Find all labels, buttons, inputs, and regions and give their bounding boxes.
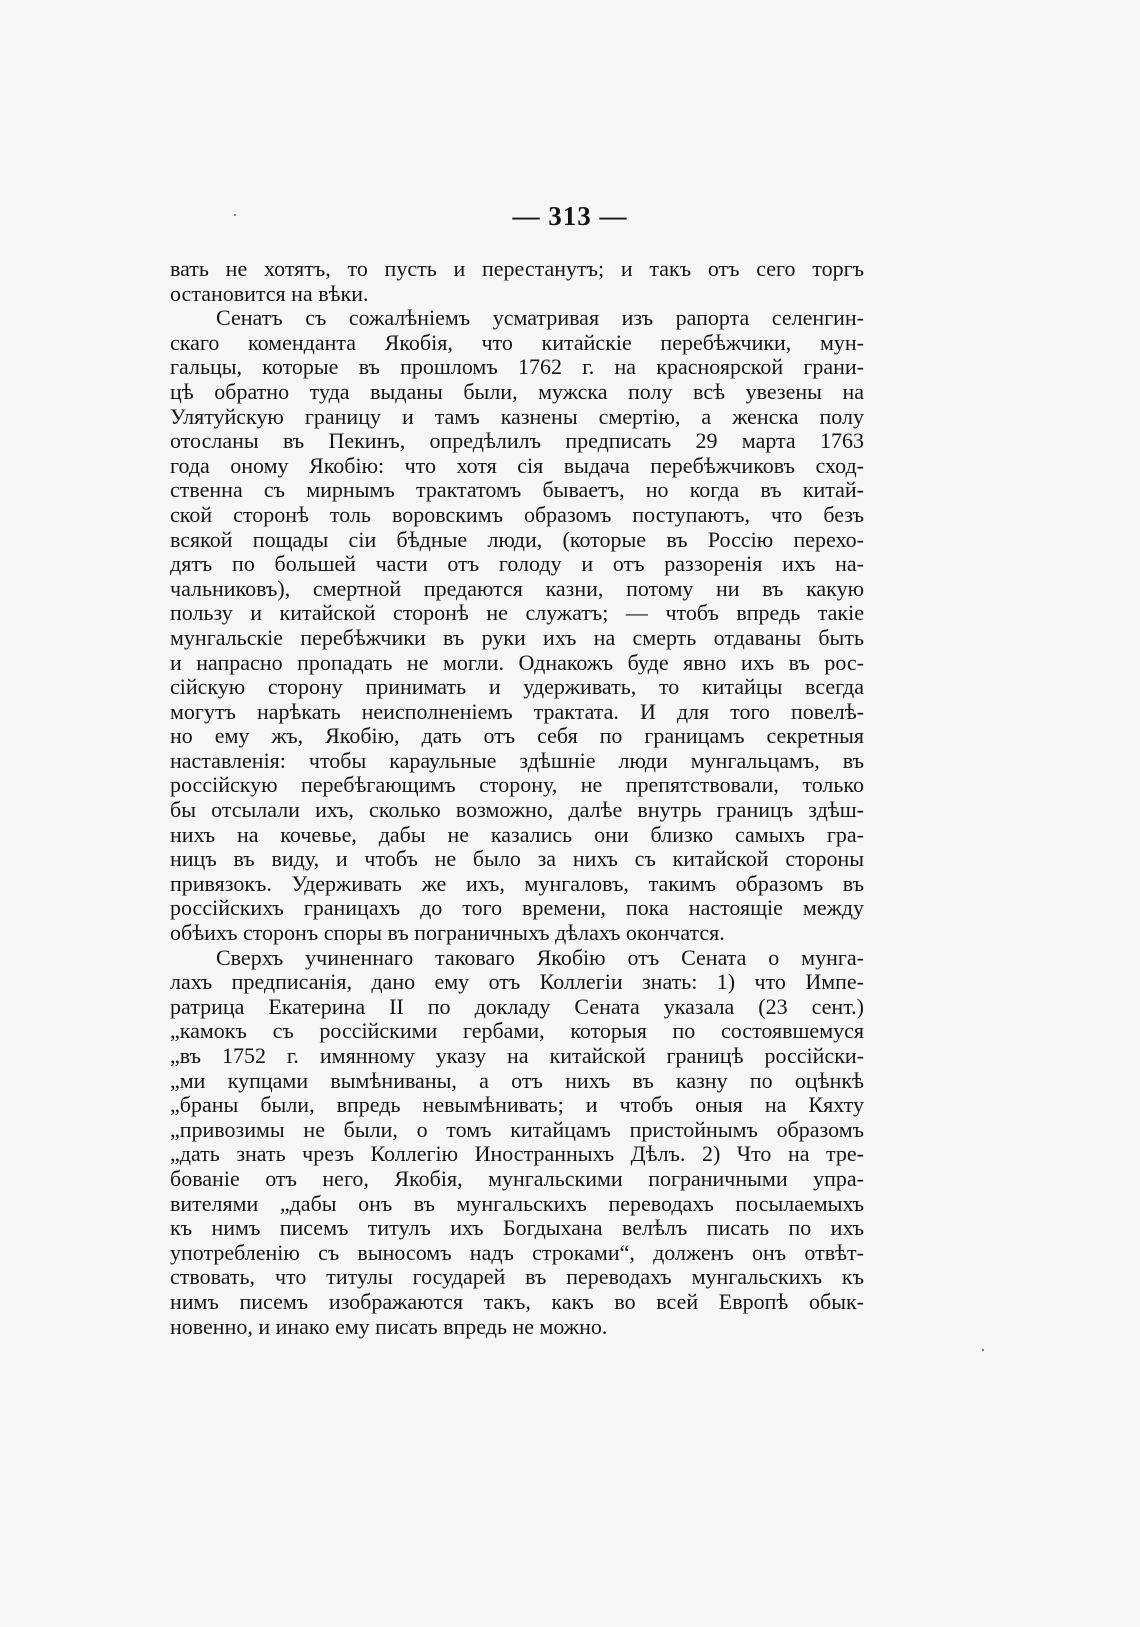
page-number: — 313 — — [512, 201, 628, 231]
text-line: ратрица Екатерина II по докладу Сената указала (23 сент.) — [170, 993, 864, 1019]
text-line: мунгальскіе перебѣжчики въ руки ихъ на смерть отдаваны быть — [170, 624, 864, 650]
text-line: отосланы въ Пекинъ, опредѣлилъ предписать 29 марта 1763 — [170, 428, 864, 454]
text-line: ствовать, что титулы государей въ переводахъ мунгальскихъ къ — [170, 1264, 864, 1290]
text-line: наставленія: чтобы караульные здѣшніе люди мунгальцамъ, въ — [170, 747, 864, 773]
text-line: ственна съ мирнымъ трактатомъ бываетъ, но когда въ китай- — [170, 477, 864, 503]
text-line: „камокъ съ россійскими гербами, которыя по состоявшемуся — [170, 1018, 864, 1044]
text-line: „браны были, впредь невымѣнивать; и чтобъ оныя на Кяхту — [170, 1092, 864, 1118]
text-line: бы отсылали ихъ, сколько возможно, далѣе внутрь границъ здѣш- — [170, 797, 864, 823]
text-line: пользу и китайской сторонѣ не служатъ; — чтобъ впредь такіе — [170, 600, 864, 626]
text-line: привязокъ. Удерживать же ихъ, мунгаловъ, такимъ образомъ въ — [170, 870, 864, 896]
text-line: года оному Якобію: что хотя сія выдача перебѣжчиковъ сход- — [170, 452, 864, 478]
text-line: Сенатъ съ сожалѣніемъ усматривая изъ рапорта селенгин- — [216, 305, 864, 331]
text-line: „ми купцами вымѣниваны, а отъ нихъ въ казну по оцѣнкѣ — [170, 1067, 864, 1093]
text-line: дятъ по большей части отъ голоду и отъ раззоренія ихъ на- — [170, 551, 864, 577]
text-line: „дать знать чрезъ Коллегію Иностранныхъ Дѣлъ. 2) Что на тре- — [170, 1141, 864, 1167]
text-line: бованіе отъ него, Якобія, мунгальскими пограничными упра- — [170, 1165, 864, 1191]
text-line: чальниковъ), смертной предаются казни, потому ни въ какую — [170, 575, 864, 601]
text-line: вителями „дабы онъ въ мунгальскихъ переводахъ посылаемыхъ — [170, 1190, 864, 1216]
body-text — [170, 257, 864, 1339]
text-line: гальцы, которые въ прошломъ 1762 г. на красноярской грани- — [170, 354, 864, 380]
text-line: скаго коменданта Якобія, что китайскіе перебѣжчики, мун- — [170, 329, 864, 355]
text-line: лахъ предписанія, дано ему отъ Коллегіи знать: 1) что Импе- — [170, 969, 864, 995]
text-line: къ нимъ писемъ титулъ ихъ Богдыхана велѣлъ писать по ихъ — [170, 1215, 864, 1241]
text-line: но ему жъ, Якобію, дать отъ себя по границамъ секретныя — [170, 723, 864, 749]
text-line: „въ 1752 г. имянному указу на китайской границѣ россійски- — [170, 1043, 864, 1068]
speck-mark — [234, 214, 236, 216]
text-line: ницъ въ виду, и чтобъ не было за нихъ съ китайской стороны — [170, 846, 864, 872]
text-line: Улятуйскую границу и тамъ казнены смертію, а женска полу — [170, 403, 864, 429]
text-line: новенно, и инако ему писать впредь не можно. — [170, 1313, 608, 1339]
text-line: россійскихъ границахъ до того времени, пока настоящіе между — [170, 895, 864, 921]
text-line: употребленію съ выносомъ надъ строками“, долженъ онъ отвѣт- — [170, 1239, 864, 1265]
text-line: могутъ нарѣкать неисполненіемъ трактата. И для того повелѣ- — [170, 698, 864, 724]
text-line: обѣихъ сторонъ споры въ пограничныхъ дѣлахъ окончатся. — [170, 920, 725, 946]
text-line: россійскую перебѣгающимъ сторону, не препятствовали, только — [170, 772, 864, 798]
text-line: и напрасно пропадать не могли. Однакожъ буде явно ихъ въ рос- — [170, 649, 864, 675]
text-line: ской сторонѣ толь воровскимъ образомъ поступаютъ, что безъ — [170, 501, 864, 527]
text-line: нимъ писемъ изображаются такъ, какъ во всей Европѣ обык- — [170, 1288, 864, 1314]
text-line: всякой пощады сіи бѣдные люди, (которые въ Россію перехо- — [170, 526, 864, 552]
text-line: цѣ обратно туда выданы были, мужска полу всѣ увезены на — [170, 378, 864, 404]
speck-mark — [982, 1349, 984, 1351]
text-line: нихъ на кочевье, дабы не казались они близко самыхъ гра- — [170, 821, 864, 847]
text-line: вать не хотятъ, то пусть и перестанутъ; и такъ отъ сего торгъ — [170, 256, 864, 281]
text-line: сійскую сторону принимать и удерживать, то китайцы всегда — [170, 674, 864, 700]
text-line: Сверхъ учиненнаго таковаго Якобію отъ Сената о мунга- — [216, 944, 864, 970]
text-line: остановится на вѣки. — [170, 280, 369, 306]
text-line: „привозимы не были, о томъ китайцамъ пристойнымъ образомъ — [170, 1116, 864, 1142]
